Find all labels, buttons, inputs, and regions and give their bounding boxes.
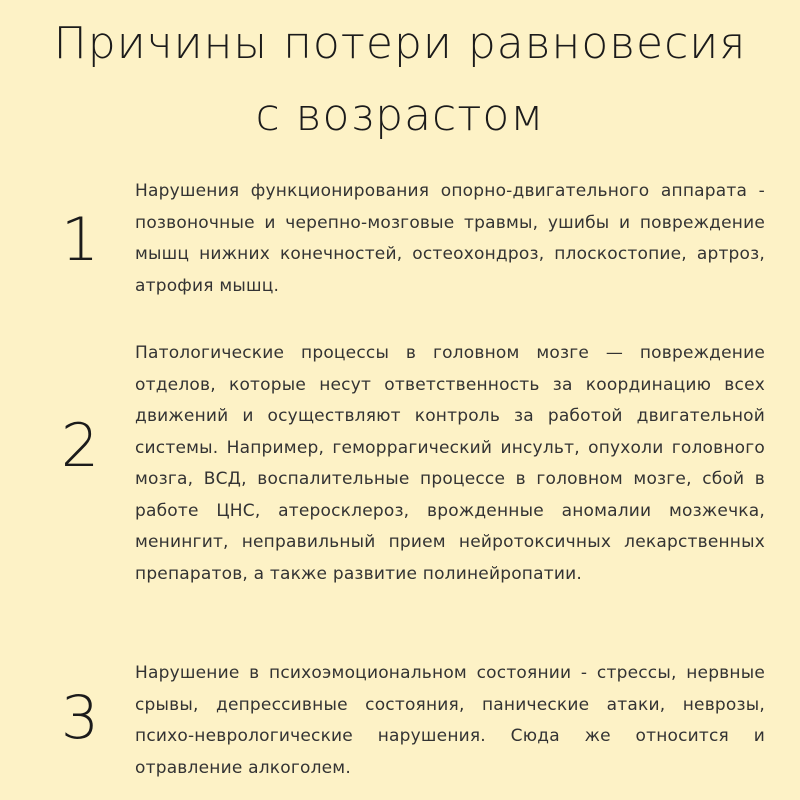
page-title	[0, 8, 800, 152]
cause-text-3: Нарушение в психоэмоциональном состоянии - стрессы, нервные срывы, депрессивные состояния, панические атаки, неврозы, психо-неврологические нарушения. Сюда же относится и отравление алкоголем.	[135, 663, 765, 778]
cause-text-2: Патологические процессы в головном мозге — повреждение отделов, которые несут ответственность за координацию всех движений и осуществляют контроль за работой двигательной системы. Например, геморрагический инсульт, опухоли головного мозга, ВСД, воспалительные процессе в головном мозге, сбой в работе ЦНС, атеросклероз, врожденные аномалии мозжечка, менингит, неправильный прием нейротоксичных лекарственных препаратов, а также развитие полинейропатии.	[135, 343, 765, 584]
title-line-2: с возрастом	[255, 90, 545, 141]
cause-text-1: Нарушения функционирования опорно-двигательного аппарата - позвоночные и черепно-мозговые травмы, ушибы и повреждение мышц нижних конечностей, остеохондроз, плоскостопие, артроз, атрофия мышц.	[135, 181, 765, 296]
title-line-1: Причины потери равновесия	[53, 18, 747, 69]
cause-number-1: 1	[60, 205, 100, 275]
cause-number-2: 2	[60, 411, 100, 481]
cause-number-3: 3	[60, 683, 100, 753]
